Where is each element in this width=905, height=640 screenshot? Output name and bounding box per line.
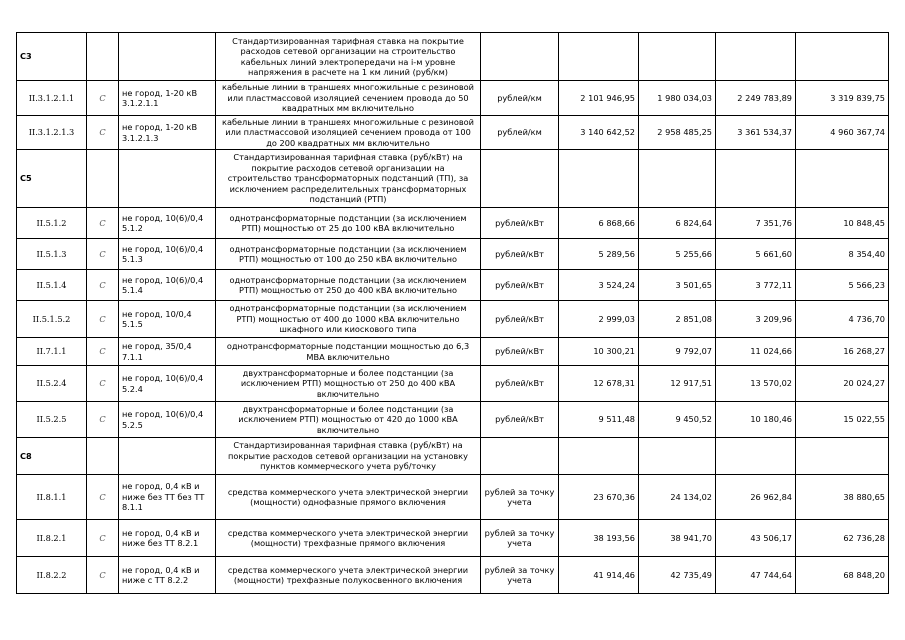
row-value-3: 47 744,64 xyxy=(716,557,796,594)
table-row xyxy=(17,81,889,116)
row-text: кабельные линии в траншеях многожильные с резиновой или пластмассовой изоляцией сечением провода от 100 до 200 квадратных мм включительно xyxy=(216,116,481,150)
row-value-2: 9 450,52 xyxy=(639,402,716,438)
section-code: С5 xyxy=(17,150,87,208)
row-category: C xyxy=(87,81,119,116)
table-row xyxy=(17,557,889,594)
row-value-4: 68 848,20 xyxy=(796,557,889,594)
row-value-3: 3 209,96 xyxy=(716,301,796,338)
row-unit: рублей/кВт xyxy=(481,208,559,239)
row-value-3: 3 772,11 xyxy=(716,270,796,301)
row-value-4: 15 022,55 xyxy=(796,402,889,438)
row-category: C xyxy=(87,270,119,301)
row-text: двухтрансформаторные и более подстанции (за исключением РТП) мощностью от 250 до 400 кВА включительно xyxy=(216,366,481,402)
row-value-1: 10 300,21 xyxy=(559,338,639,366)
row-category: C xyxy=(87,366,119,402)
row-code: II.5.1.2 xyxy=(17,208,87,239)
section-header-row xyxy=(17,33,889,81)
row-description: не город, 1-20 кВ 3.1.2.1.3 xyxy=(119,116,216,150)
table-row xyxy=(17,402,889,438)
section-title: Стандартизированная тарифная ставка на покрытие расходов сетевой организации на строительство кабельных линий электропередачи на i-м уровне напряжения в расчете на 1 км линий (руб/км) xyxy=(216,33,481,81)
row-text: двухтрансформаторные и более подстанции (за исключением РТП) мощностью от 420 до 1000 кВА включительно xyxy=(216,402,481,438)
row-text: средства коммерческого учета электрической энергии (мощности) трехфазные прямого включения xyxy=(216,520,481,557)
row-code: II.8.1.1 xyxy=(17,475,87,520)
row-description: не город, 10(6)/0,4 5.1.3 xyxy=(119,239,216,270)
row-text: кабельные линии в траншеях многожильные с резиновой или пластмассовой изоляцией сечением провода до 50 квадратных мм включительно xyxy=(216,81,481,116)
row-value-1: 38 193,56 xyxy=(559,520,639,557)
row-value-2: 12 917,51 xyxy=(639,366,716,402)
row-code: II.5.1.5.2 xyxy=(17,301,87,338)
row-description: не город, 0,4 кВ и ниже без ТТ без ТТ 8.1.1 xyxy=(119,475,216,520)
row-value-4: 4 960 367,74 xyxy=(796,116,889,150)
row-text: средства коммерческого учета электрической энергии (мощности) однофазные прямого включения xyxy=(216,475,481,520)
row-code: II.5.2.4 xyxy=(17,366,87,402)
table-row xyxy=(17,338,889,366)
row-value-1: 12 678,31 xyxy=(559,366,639,402)
row-value-3: 10 180,46 xyxy=(716,402,796,438)
row-value-4: 5 566,23 xyxy=(796,270,889,301)
row-description: не город, 10(6)/0,4 5.2.4 xyxy=(119,366,216,402)
row-value-2: 3 501,65 xyxy=(639,270,716,301)
table-row xyxy=(17,208,889,239)
row-category: C xyxy=(87,520,119,557)
section-title: Стандартизированная тарифная ставка (руб/кВт) на покрытие расходов сетевой организации на строительство трансформаторных подстанций (ТП), за исключением распределительных трансформаторных подстанций (РТП) xyxy=(216,150,481,208)
row-value-4: 62 736,28 xyxy=(796,520,889,557)
row-value-2: 2 958 485,25 xyxy=(639,116,716,150)
row-value-3: 11 024,66 xyxy=(716,338,796,366)
row-value-2: 5 255,66 xyxy=(639,239,716,270)
row-value-4: 20 024,27 xyxy=(796,366,889,402)
row-category: C xyxy=(87,338,119,366)
row-value-4: 4 736,70 xyxy=(796,301,889,338)
table-row xyxy=(17,520,889,557)
row-description: не город, 0,4 кВ и ниже без ТТ 8.2.1 xyxy=(119,520,216,557)
row-description: не город, 35/0,4 7.1.1 xyxy=(119,338,216,366)
row-text: однотрансформаторные подстанции (за исключением РТП) мощностью от 25 до 100 кВА включительно xyxy=(216,208,481,239)
row-unit: рублей/кВт xyxy=(481,239,559,270)
section-header-row xyxy=(17,438,889,475)
row-code: II.8.2.1 xyxy=(17,520,87,557)
row-value-1: 41 914,46 xyxy=(559,557,639,594)
row-category: C xyxy=(87,239,119,270)
section-header-row xyxy=(17,150,889,208)
row-category: C xyxy=(87,475,119,520)
table-row xyxy=(17,270,889,301)
row-value-2: 42 735,49 xyxy=(639,557,716,594)
row-text: однотрансформаторные подстанции мощностью до 6,3 МВА включительно xyxy=(216,338,481,366)
row-value-3: 13 570,02 xyxy=(716,366,796,402)
row-value-4: 10 848,45 xyxy=(796,208,889,239)
row-value-4: 16 268,27 xyxy=(796,338,889,366)
row-unit: рублей за точку учета xyxy=(481,475,559,520)
row-code: II.5.2.5 xyxy=(17,402,87,438)
row-value-3: 26 962,84 xyxy=(716,475,796,520)
row-unit: рублей/км xyxy=(481,81,559,116)
row-value-3: 43 506,17 xyxy=(716,520,796,557)
row-text: однотрансформаторные подстанции (за исключением РТП) мощностью от 100 до 250 кВА включительно xyxy=(216,239,481,270)
row-unit: рублей/кВт xyxy=(481,338,559,366)
row-unit: рублей за точку учета xyxy=(481,557,559,594)
row-description: не город, 10(6)/0,4 5.1.2 xyxy=(119,208,216,239)
row-value-4: 38 880,65 xyxy=(796,475,889,520)
row-description: не город, 1-20 кВ 3.1.2.1.1 xyxy=(119,81,216,116)
table-row xyxy=(17,116,889,150)
row-value-1: 5 289,56 xyxy=(559,239,639,270)
row-value-3: 2 249 783,89 xyxy=(716,81,796,116)
row-value-1: 2 101 946,95 xyxy=(559,81,639,116)
row-value-1: 3 140 642,52 xyxy=(559,116,639,150)
row-value-1: 9 511,48 xyxy=(559,402,639,438)
row-unit: рублей/кВт xyxy=(481,402,559,438)
row-code: II.5.1.3 xyxy=(17,239,87,270)
row-value-4: 3 319 839,75 xyxy=(796,81,889,116)
row-category: C xyxy=(87,402,119,438)
row-value-2: 24 134,02 xyxy=(639,475,716,520)
table-row xyxy=(17,475,889,520)
row-code: II.8.2.2 xyxy=(17,557,87,594)
section-code: С3 xyxy=(17,33,87,81)
row-value-1: 23 670,36 xyxy=(559,475,639,520)
row-value-1: 3 524,24 xyxy=(559,270,639,301)
table-row xyxy=(17,239,889,270)
row-description: не город, 10/0,4 5.1.5 xyxy=(119,301,216,338)
table-row xyxy=(17,366,889,402)
row-unit: рублей/кВт xyxy=(481,270,559,301)
row-unit: рублей за точку учета xyxy=(481,520,559,557)
row-value-2: 1 980 034,03 xyxy=(639,81,716,116)
row-value-2: 9 792,07 xyxy=(639,338,716,366)
row-code: II.3.1.2.1.3 xyxy=(17,116,87,150)
row-value-3: 7 351,76 xyxy=(716,208,796,239)
row-description: не город, 10(6)/0,4 5.2.5 xyxy=(119,402,216,438)
row-value-3: 3 361 534,37 xyxy=(716,116,796,150)
row-code: II.5.1.4 xyxy=(17,270,87,301)
row-value-2: 2 851,08 xyxy=(639,301,716,338)
row-description: не город, 10(6)/0,4 5.1.4 xyxy=(119,270,216,301)
row-unit: рублей/кВт xyxy=(481,366,559,402)
section-code: С8 xyxy=(17,438,87,475)
row-value-2: 38 941,70 xyxy=(639,520,716,557)
row-text: однотрансформаторные подстанции (за исключением РТП) мощностью от 250 до 400 кВА включительно xyxy=(216,270,481,301)
row-text: средства коммерческого учета электрической энергии (мощности) трехфазные полукосвенного включения xyxy=(216,557,481,594)
row-code: II.3.1.2.1.1 xyxy=(17,81,87,116)
table-row xyxy=(17,301,889,338)
row-unit: рублей/км xyxy=(481,116,559,150)
row-value-3: 5 661,60 xyxy=(716,239,796,270)
row-category: C xyxy=(87,557,119,594)
row-category: C xyxy=(87,301,119,338)
tariff-table xyxy=(16,32,889,594)
row-unit: рублей/кВт xyxy=(481,301,559,338)
row-category: C xyxy=(87,116,119,150)
row-value-1: 6 868,66 xyxy=(559,208,639,239)
row-code: II.7.1.1 xyxy=(17,338,87,366)
row-value-2: 6 824,64 xyxy=(639,208,716,239)
row-text: однотрансформаторные подстанции (за исключением РТП) мощностью от 400 до 1000 кВА включительно шкафного или киоскового типа xyxy=(216,301,481,338)
row-category: C xyxy=(87,208,119,239)
section-title: Стандартизированная тарифная ставка (руб/кВт) на покрытие расходов сетевой организации на установку пунктов коммерческого учета руб/точку xyxy=(216,438,481,475)
row-value-1: 2 999,03 xyxy=(559,301,639,338)
row-description: не город, 0,4 кВ и ниже с ТТ 8.2.2 xyxy=(119,557,216,594)
row-value-4: 8 354,40 xyxy=(796,239,889,270)
